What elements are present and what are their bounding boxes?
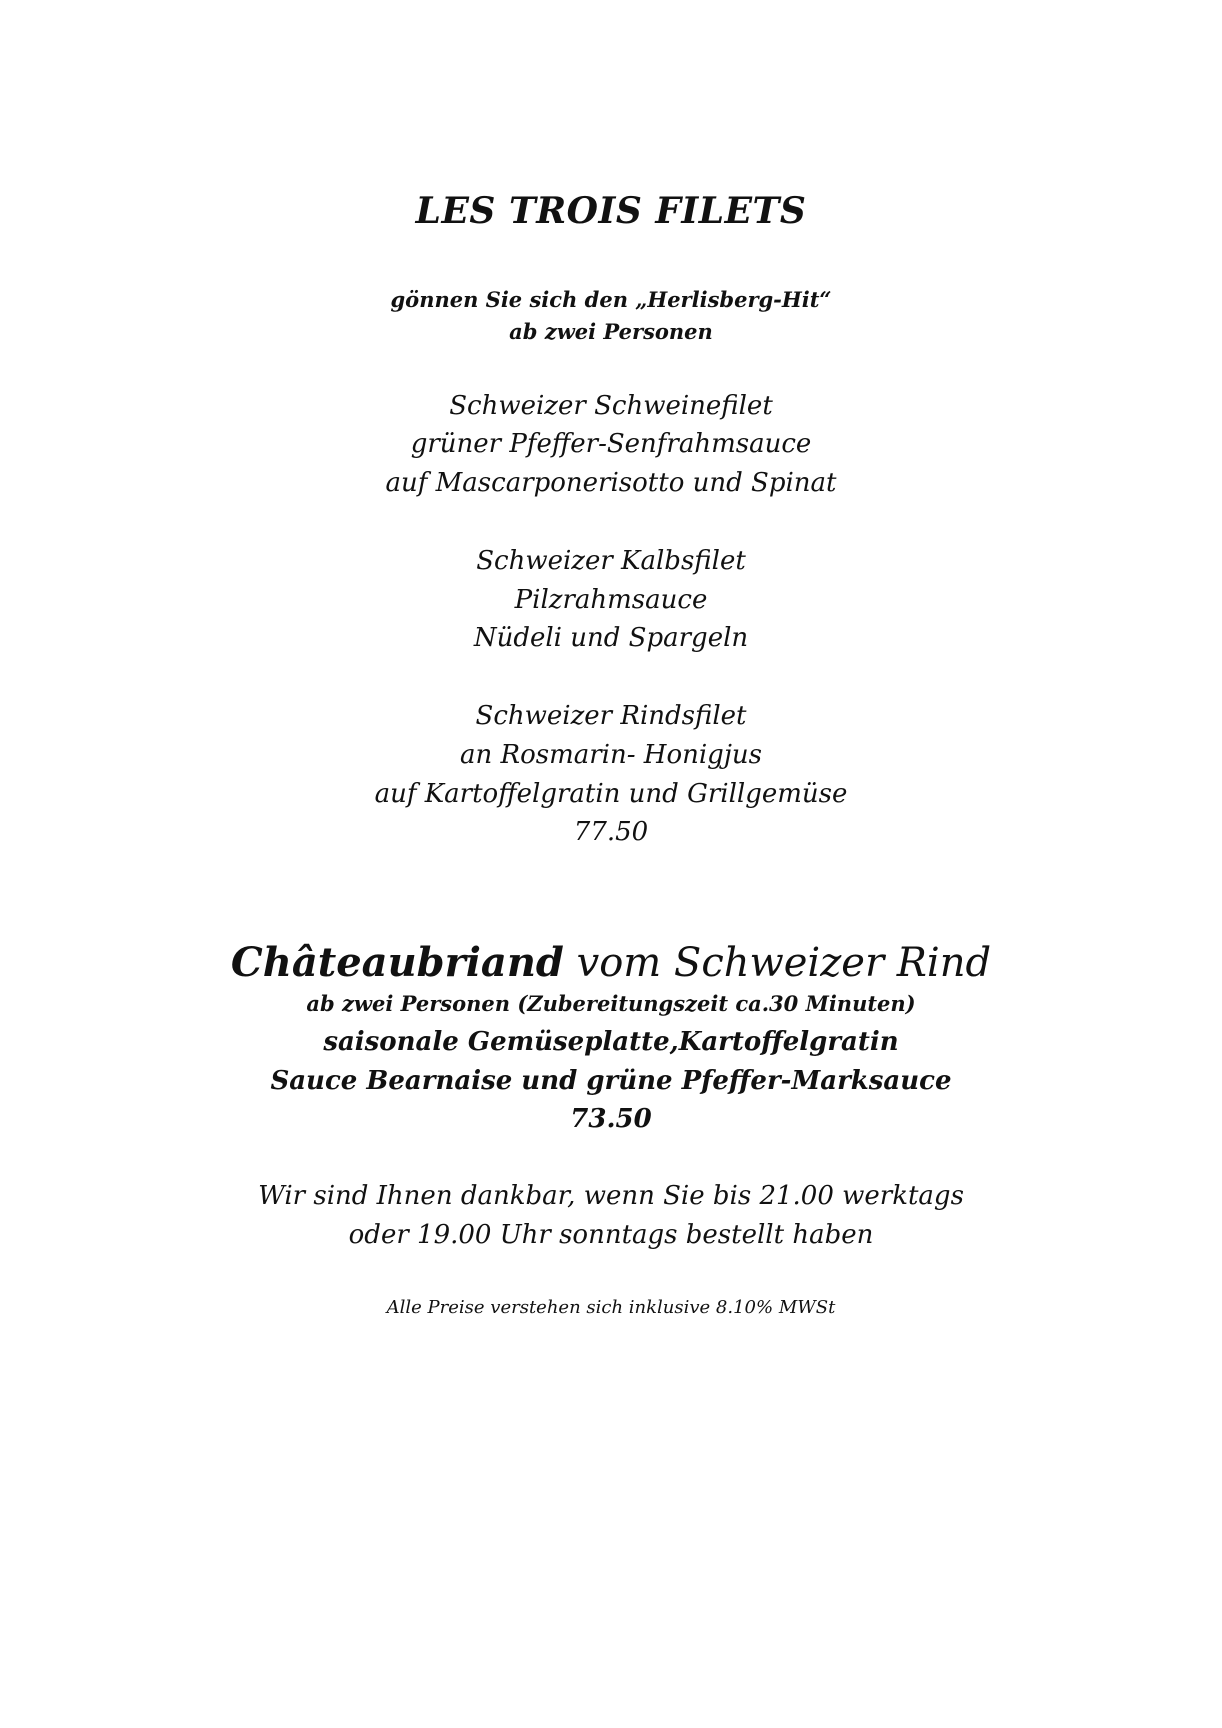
chateaubriand-line-2: saisonale Gemüseplatte,Kartoffelgratin [323,1027,899,1057]
promo-line-2: ab zwei Personen [509,319,713,344]
order-note-line-2: oder 19.00 Uhr sonntags bestellt haben [348,1220,874,1250]
filet-1-side: auf Mascarponerisotto und Spinat [385,468,837,498]
chateaubriand-title-bold: Châteaubriand [230,939,564,986]
filet-2-side: Nüdeli und Spargeln [473,623,749,653]
chateaubriand-title [0,939,1222,986]
filets-price: 77.50 [573,817,649,847]
order-note-line-1: Wir sind Ihnen dankbar, wenn Sie bis 21.00 werktags [258,1181,964,1211]
chateaubriand-price: 73.50 [570,1104,652,1134]
filet-2-name: Schweizer Kalbsfilet [476,546,746,576]
promo-line-1: gönnen Sie sich den „Herlisberg-Hit“ [390,287,832,312]
filet-3-sauce: an Rosmarin- Honigjus [460,740,762,770]
filet-3-name: Schweizer Rindsfilet [475,701,747,731]
chateaubriand-title-rest: vom Schweizer Rind [563,940,992,986]
filet-1-name: Schweizer Schweinefilet [449,391,773,421]
menu-title: LES TROIS FILETS [415,190,807,232]
filet-3-side: auf Kartoffelgratin und Grillgemüse [374,779,848,809]
chateaubriand-line-1: ab zwei Personen (Zubereitungszeit ca.30 Minuten) [306,991,916,1016]
filet-1-sauce: grüner Pfeffer-Senfrahmsauce [410,429,812,459]
chateaubriand-line-3: Sauce Bearnaise und grüne Pfeffer-Marksauce [270,1066,952,1096]
filet-2-sauce: Pilzrahmsauce [514,585,708,615]
vat-note: Alle Preise verstehen sich inklusive 8.10% MWSt [386,1297,836,1318]
